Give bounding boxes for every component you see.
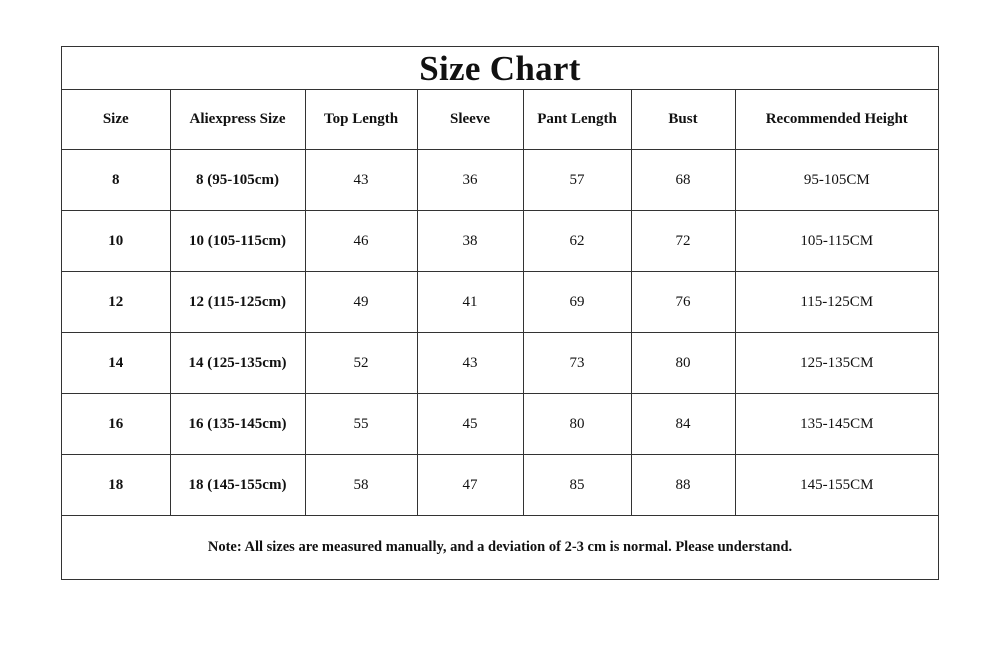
cell-pant-length: 85 bbox=[523, 455, 631, 516]
cell-sleeve: 45 bbox=[417, 394, 523, 455]
cell-aliexpress-size: 12 (115-125cm) bbox=[170, 272, 305, 333]
cell-aliexpress-size: 10 (105-115cm) bbox=[170, 211, 305, 272]
cell-aliexpress-size: 16 (135-145cm) bbox=[170, 394, 305, 455]
header-pant-length: Pant Length bbox=[523, 89, 631, 150]
header-top-length: Top Length bbox=[305, 89, 417, 150]
cell-pant-length: 73 bbox=[523, 333, 631, 394]
cell-recommended-height: 125-135CM bbox=[735, 333, 938, 394]
cell-size: 8 bbox=[62, 150, 170, 211]
cell-recommended-height: 135-145CM bbox=[735, 394, 938, 455]
cell-aliexpress-size: 18 (145-155cm) bbox=[170, 455, 305, 516]
table-row bbox=[62, 150, 938, 211]
note-row bbox=[62, 516, 938, 579]
cell-pant-length: 80 bbox=[523, 394, 631, 455]
cell-top-length: 55 bbox=[305, 394, 417, 455]
title-row bbox=[62, 47, 938, 90]
cell-pant-length: 69 bbox=[523, 272, 631, 333]
header-recommended-height: Recommended Height bbox=[735, 89, 938, 150]
cell-top-length: 43 bbox=[305, 150, 417, 211]
cell-bust: 84 bbox=[631, 394, 735, 455]
cell-top-length: 46 bbox=[305, 211, 417, 272]
cell-recommended-height: 105-115CM bbox=[735, 211, 938, 272]
table-row bbox=[62, 394, 938, 455]
cell-aliexpress-size: 14 (125-135cm) bbox=[170, 333, 305, 394]
cell-size: 16 bbox=[62, 394, 170, 455]
header-aliexpress-size: Aliexpress Size bbox=[170, 89, 305, 150]
cell-size: 12 bbox=[62, 272, 170, 333]
cell-bust: 72 bbox=[631, 211, 735, 272]
cell-recommended-height: 95-105CM bbox=[735, 150, 938, 211]
cell-bust: 88 bbox=[631, 455, 735, 516]
cell-pant-length: 57 bbox=[523, 150, 631, 211]
table-row bbox=[62, 455, 938, 516]
cell-bust: 76 bbox=[631, 272, 735, 333]
cell-top-length: 52 bbox=[305, 333, 417, 394]
size-chart bbox=[61, 46, 939, 580]
cell-sleeve: 47 bbox=[417, 455, 523, 516]
header-size: Size bbox=[62, 89, 170, 150]
header-sleeve: Sleeve bbox=[417, 89, 523, 150]
table-row bbox=[62, 333, 938, 394]
header-bust: Bust bbox=[631, 89, 735, 150]
cell-size: 10 bbox=[62, 211, 170, 272]
table-row bbox=[62, 211, 938, 272]
cell-bust: 68 bbox=[631, 150, 735, 211]
cell-sleeve: 41 bbox=[417, 272, 523, 333]
cell-sleeve: 36 bbox=[417, 150, 523, 211]
cell-pant-length: 62 bbox=[523, 211, 631, 272]
cell-bust: 80 bbox=[631, 333, 735, 394]
cell-top-length: 49 bbox=[305, 272, 417, 333]
size-table bbox=[62, 89, 938, 516]
table-row bbox=[62, 272, 938, 333]
cell-size: 14 bbox=[62, 333, 170, 394]
cell-recommended-height: 115-125CM bbox=[735, 272, 938, 333]
note-text: Note: All sizes are measured manually, and a deviation of 2-3 cm is normal. Please understand. bbox=[207, 539, 793, 555]
cell-top-length: 58 bbox=[305, 455, 417, 516]
cell-sleeve: 38 bbox=[417, 211, 523, 272]
cell-aliexpress-size: 8 (95-105cm) bbox=[170, 150, 305, 211]
cell-recommended-height: 145-155CM bbox=[735, 455, 938, 516]
chart-title: Size Chart bbox=[419, 49, 581, 88]
cell-size: 18 bbox=[62, 455, 170, 516]
cell-sleeve: 43 bbox=[417, 333, 523, 394]
header-row bbox=[62, 89, 938, 150]
